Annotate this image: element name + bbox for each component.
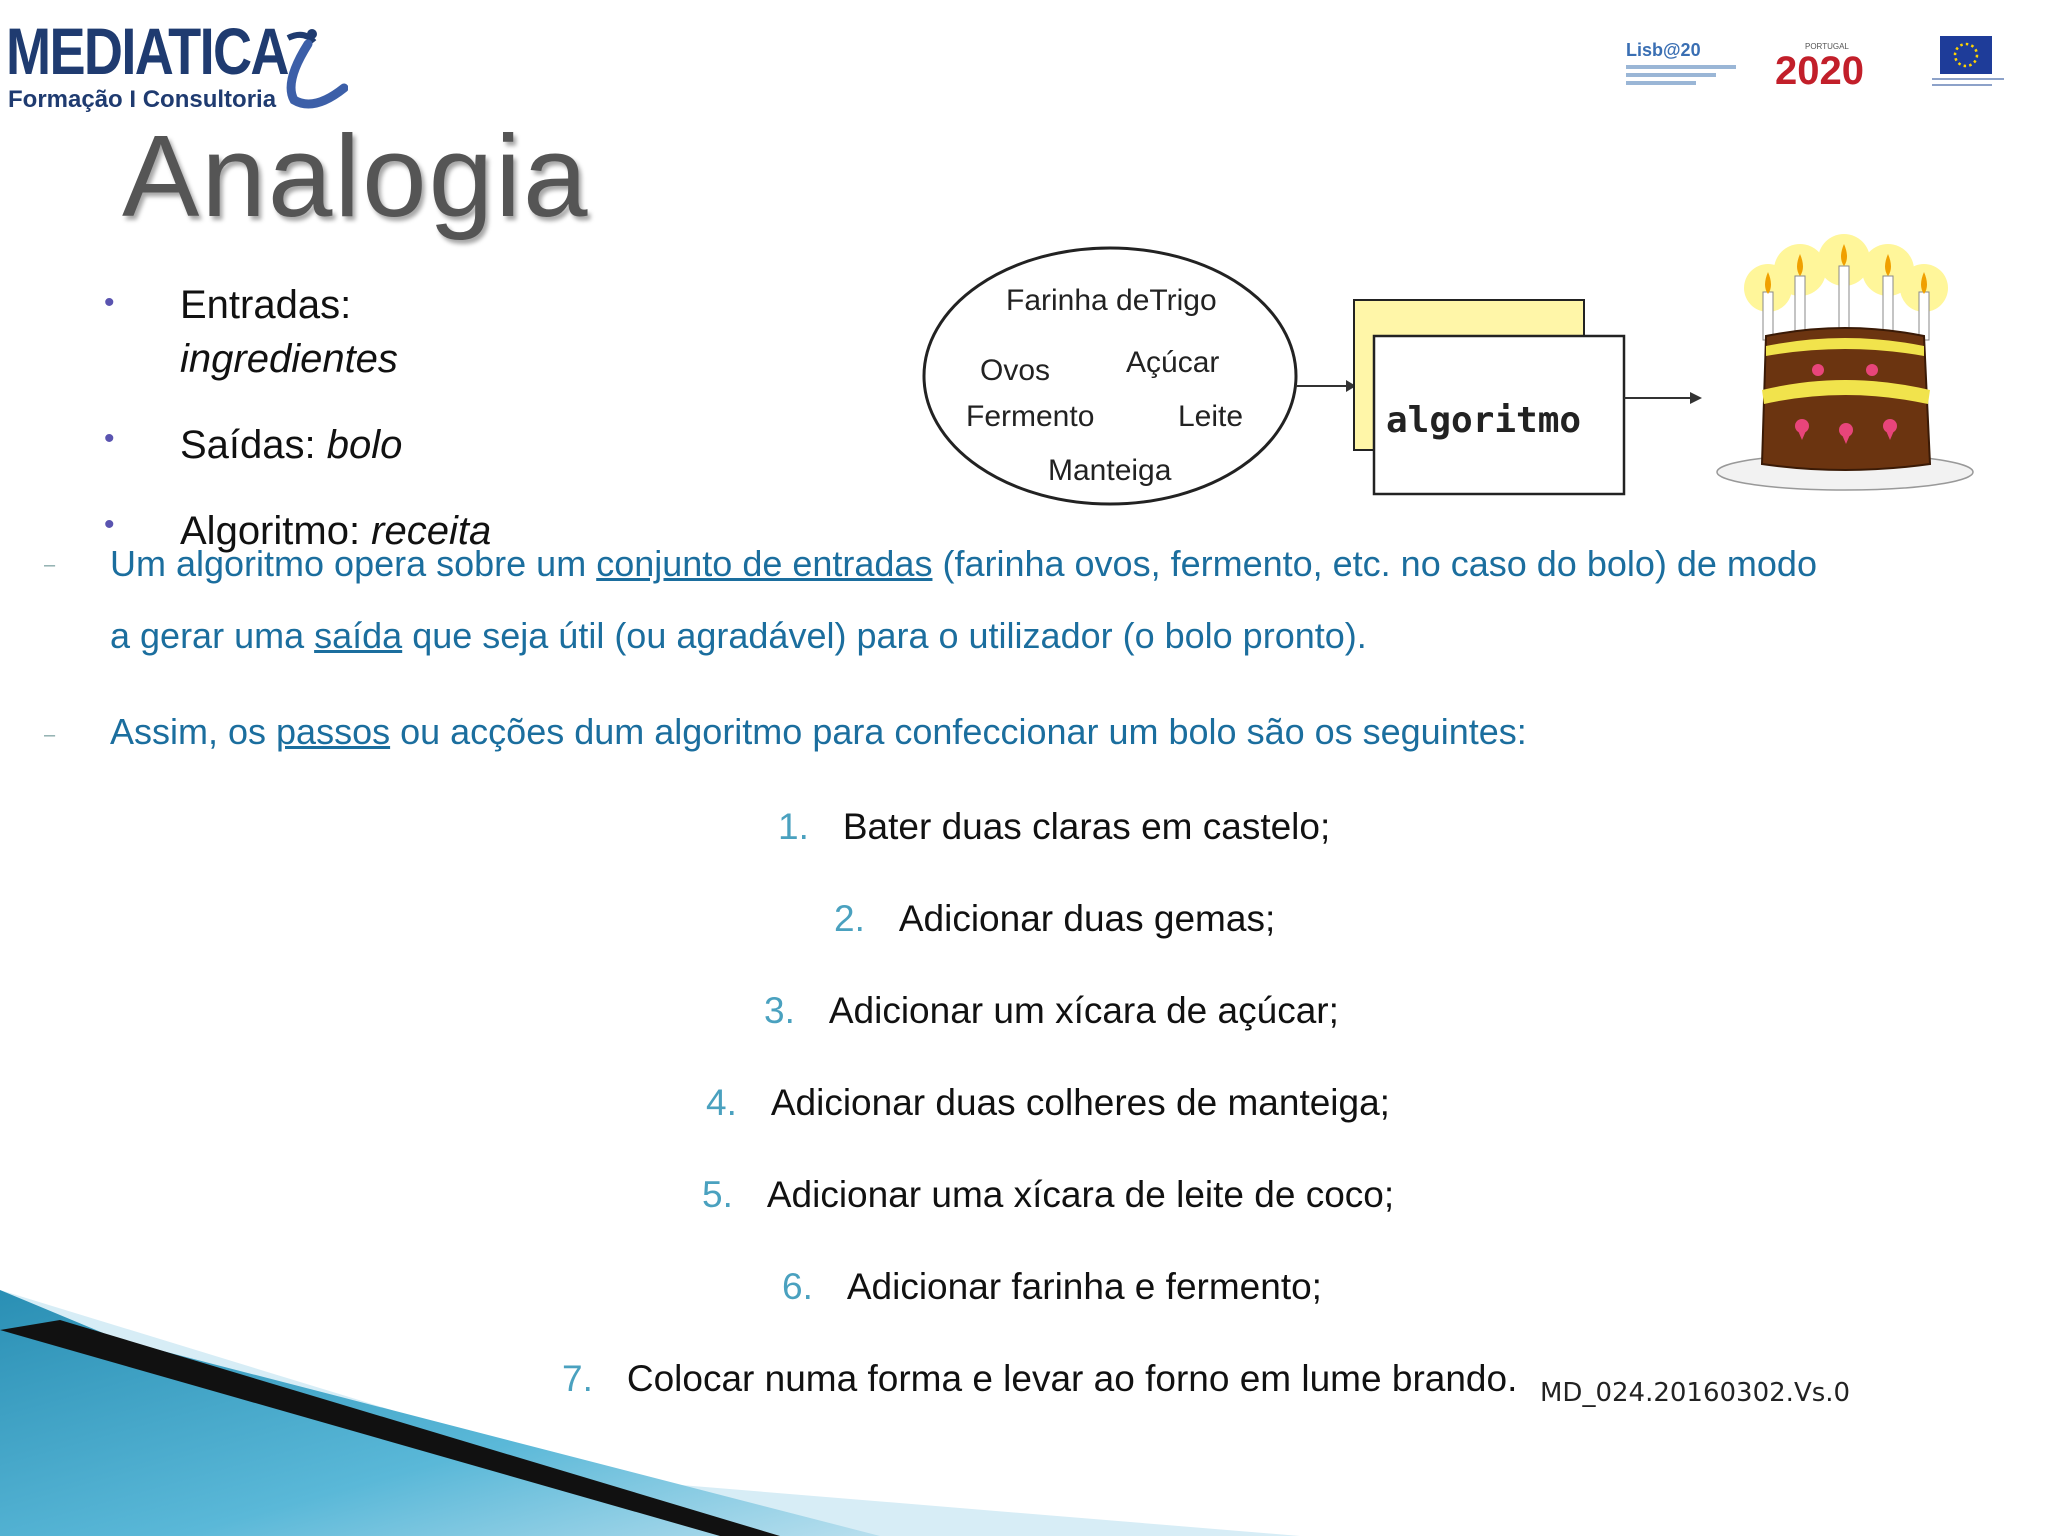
list-item: 6. Adicionar farinha e fermento;	[782, 1266, 1322, 1307]
ingredient-label: Leite	[1178, 400, 1244, 433]
ingredient-label: Ovos	[980, 354, 1051, 387]
list-item: 7. Colocar numa forma e levar ao forno em lume brando.	[562, 1358, 1518, 1399]
paragraph-inputs-output: Um algoritmo opera sobre um conjunto de entradas (farinha ovos, fermento, etc. no caso do bolo) de modo a gerar uma saída que seja útil (ou agradável) para o utilizador (o bolo pronto).	[110, 543, 1817, 656]
underlined-term: conjunto de entradas	[596, 543, 933, 584]
portugal-2020-logo: PORTUGAL 2020	[1775, 42, 1864, 93]
document-code: MD_024.20160302.Vs.0	[1540, 1378, 1851, 1408]
ingredient-label: Manteiga	[1048, 454, 1172, 487]
underlined-term: passos	[276, 711, 391, 752]
list-item: 3. Adicionar um xícara de açúcar;	[764, 990, 1339, 1031]
dash-bullet: –	[44, 554, 56, 576]
algorithm-box-label: algoritmo	[1386, 400, 1582, 441]
company-logo: MEDIATICA	[6, 14, 288, 88]
list-item: 4. Adicionar duas colheres de manteiga;	[706, 1082, 1390, 1123]
paragraph-steps-intro: Assim, os passos ou acções dum algoritmo para confeccionar um bolo são os seguintes:	[110, 711, 1527, 752]
ingredient-label: Farinha deTrigo	[1006, 284, 1217, 317]
ingredient-label: Açúcar	[1126, 346, 1220, 379]
dash-bullet: –	[44, 724, 56, 746]
logo-swirl-icon	[264, 22, 348, 112]
lisboa-2020-logo: Lisb@20	[1626, 40, 1746, 85]
company-logo-subtitle: Formação I Consultoria	[8, 86, 277, 113]
algorithm-diagram	[900, 220, 2020, 520]
underlined-term: saída	[314, 615, 403, 656]
european-union-flag-icon	[1932, 36, 2012, 86]
list-item: 1. Bater duas claras em castelo;	[778, 806, 1331, 847]
bottom-swoosh-decoration	[0, 1290, 1300, 1536]
list-item: 5. Adicionar uma xícara de leite de coco;	[702, 1174, 1395, 1215]
cake-icon	[1717, 234, 1973, 490]
ingredient-label: Fermento	[966, 400, 1095, 433]
page-title: Analogia	[122, 111, 590, 241]
list-item: 2. Adicionar duas gemas;	[834, 898, 1276, 939]
